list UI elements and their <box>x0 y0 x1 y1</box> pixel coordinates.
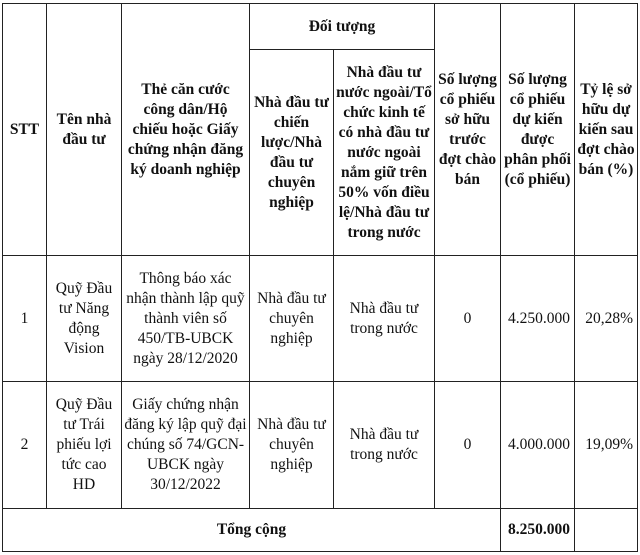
cell-shares-before: 0 <box>435 382 501 508</box>
cell-investor-name: Quỹ Đầu tư Trái phiếu lợi tức cao HD <box>47 382 122 508</box>
header-ownership-after: Tỷ lệ sở hữu dự kiến sau đợt chào bán (%) <box>575 4 638 256</box>
total-row <box>3 508 638 551</box>
cell-subject-strategic: Nhà đầu tư chuyên nghiệp <box>250 256 334 382</box>
table-row <box>3 256 638 382</box>
cell-subject-strategic: Nhà đầu tư chuyên nghiệp <box>250 382 334 508</box>
cell-subject-foreign: Nhà đầu tư trong nước <box>334 256 435 382</box>
cell-stt: 1 <box>3 256 47 382</box>
header-shares-before: Số lượng cổ phiếu sở hữu trước đợt chào bán <box>435 4 501 256</box>
total-shares-allocated: 8.250.000 <box>501 508 575 551</box>
cell-ownership-after: 20,28% <box>575 256 638 382</box>
cell-id-document: Thông báo xác nhận thành lập quỹ thành viên số 450/TB-UBCK ngày 28/12/2020 <box>122 256 250 382</box>
total-label: Tổng cộng <box>3 508 501 551</box>
header-investor-name: Tên nhà đầu tư <box>47 4 122 256</box>
cell-subject-foreign: Nhà đầu tư trong nước <box>334 382 435 508</box>
investor-allocation-table <box>2 3 638 552</box>
header-subject-strategic: Nhà đầu tư chiến lược/Nhà đầu tư chuyên nghiệp <box>250 50 334 256</box>
cell-stt: 2 <box>3 382 47 508</box>
cell-investor-name: Quỹ Đầu tư Năng động Vision <box>47 256 122 382</box>
cell-shares-before: 0 <box>435 256 501 382</box>
header-subject-foreign: Nhà đầu tư nước ngoài/Tổ chức kinh tế có nhà đầu tư nước ngoài nắm giữ trên 50% vốn điều lệ/Nhà đầu tư trong nước <box>334 50 435 256</box>
header-shares-allocated: Số lượng cổ phiếu dự kiến được phân phối (cổ phiếu) <box>501 4 575 256</box>
header-stt: STT <box>3 4 47 256</box>
header-id-document: Thẻ căn cước công dân/Hộ chiếu hoặc Giấy chứng nhận đăng ký doanh nghiệp <box>122 4 250 256</box>
table-row <box>3 382 638 508</box>
cell-id-document: Giấy chứng nhận đăng ký lập quỹ đại chúng số 74/GCN-UBCK ngày 30/12/2022 <box>122 382 250 508</box>
header-subject-group: Đối tượng <box>250 4 435 50</box>
total-ownership-after <box>575 508 638 551</box>
cell-shares-allocated: 4.250.000 <box>501 256 575 382</box>
cell-ownership-after: 19,09% <box>575 382 638 508</box>
cell-shares-allocated: 4.000.000 <box>501 382 575 508</box>
